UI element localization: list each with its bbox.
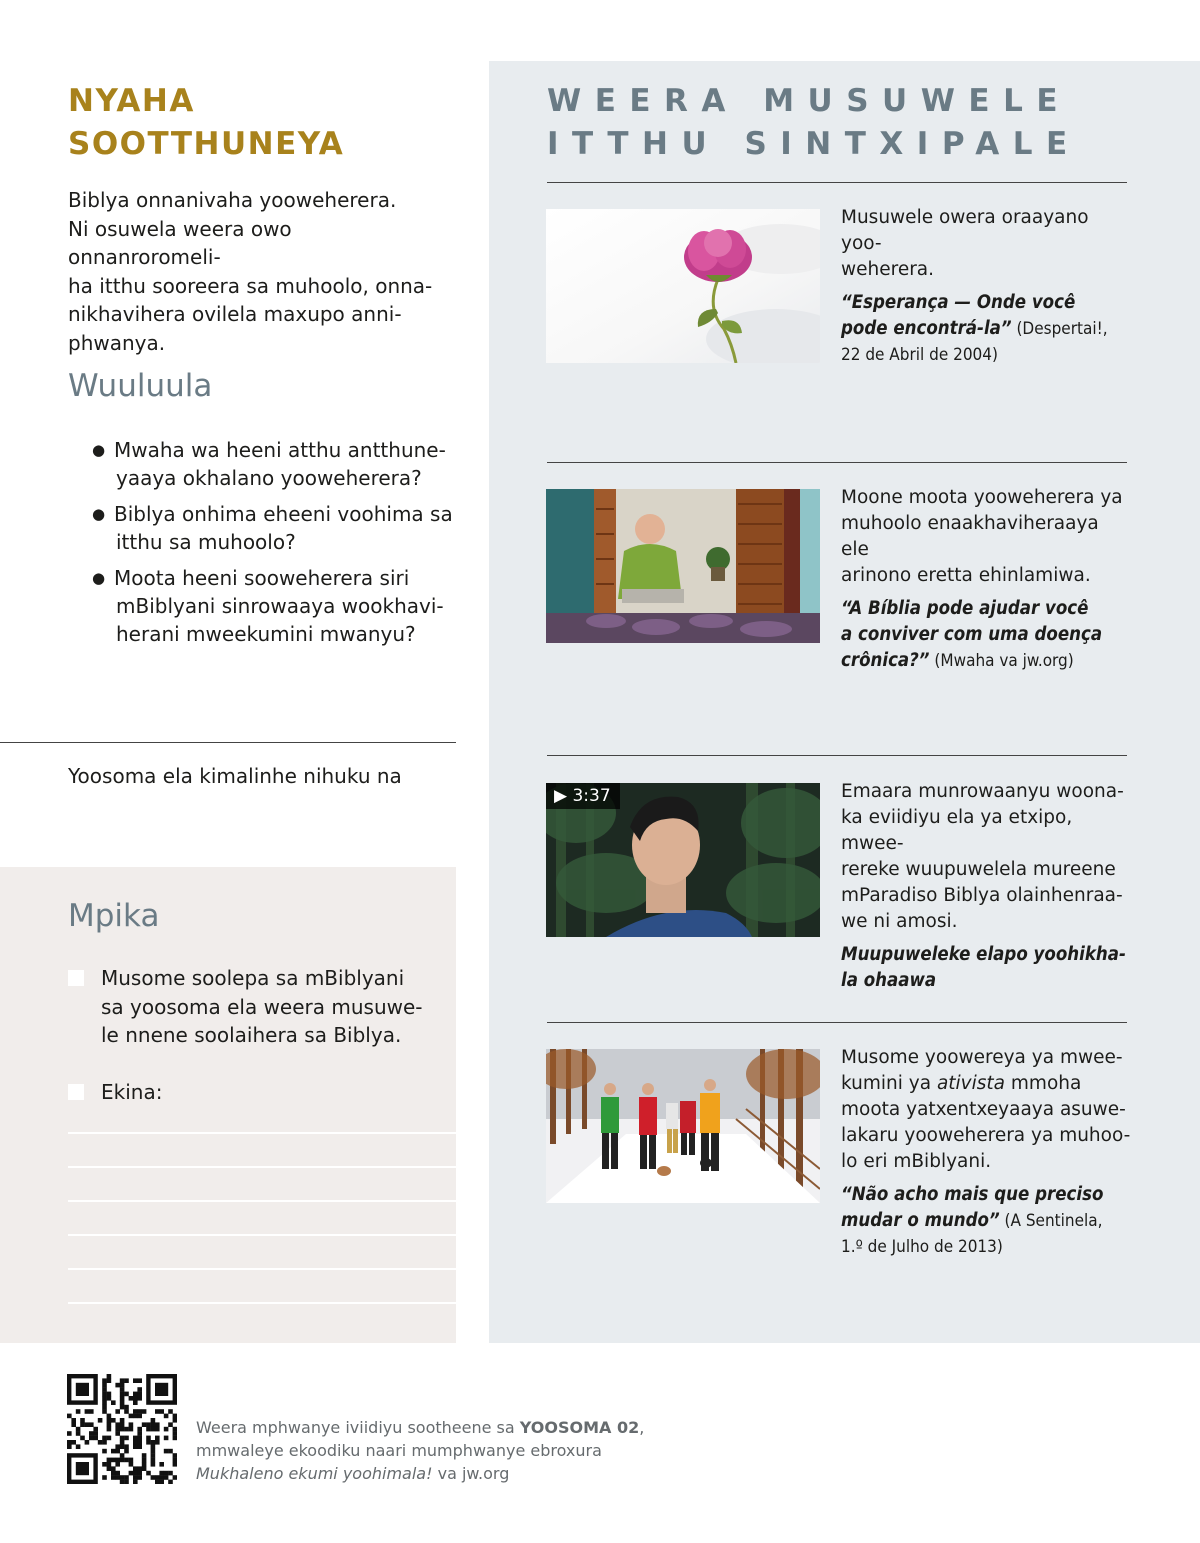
footer-note: Weera mphwanye iviidiyu sootheene sa YOOSOMA 02, mmwaleye ekoodiku naari mumphwanye ebroxura Mukhaleno ekumi yoohimala! va jw.org bbox=[196, 1418, 645, 1483]
divider bbox=[0, 742, 456, 743]
summary-body: Biblya onnanivaha yooweherera. Ni osuwela weera owo onnanroromeli- ha itthu sooreera sa muhoolo, onna- nikhavihera ovilela maxupo anni- phwanya. bbox=[68, 188, 433, 355]
resource-1 bbox=[841, 205, 1131, 368]
reference-title[interactable]: a conviver com uma doença bbox=[841, 624, 1103, 645]
resource-reference[interactable] bbox=[841, 596, 1131, 674]
resource-reference[interactable] bbox=[841, 1182, 1131, 1260]
reference-source: (Despertai!, bbox=[1011, 319, 1108, 339]
bullet-icon: ● bbox=[92, 505, 106, 523]
goal-checkbox[interactable] bbox=[68, 970, 84, 986]
write-in-lines[interactable] bbox=[68, 1132, 456, 1336]
goal-item-other[interactable] bbox=[68, 1078, 438, 1108]
reference-title[interactable]: “A Bíblia pode ajudar você bbox=[841, 598, 1089, 619]
qr-code-icon bbox=[67, 1374, 177, 1484]
man-window-image bbox=[546, 489, 820, 643]
reference-title[interactable]: “Esperança — Onde você bbox=[841, 292, 1076, 313]
bullet-icon: ● bbox=[92, 441, 106, 459]
family-snow-image bbox=[546, 1049, 820, 1203]
review-heading: Wuuluula bbox=[68, 368, 213, 404]
brochure-title: Mukhaleno ekumi yoohimala! bbox=[196, 1464, 433, 1483]
reference-source: 22 de Abril de 2004) bbox=[841, 345, 998, 365]
summary-title: NYAHA SOOTTHUNEYA bbox=[68, 83, 345, 162]
reference-title[interactable]: “Não acho mais que preciso bbox=[841, 1184, 1104, 1205]
flower-image bbox=[546, 209, 820, 363]
reference-source: 1.º de Julho de 2013) bbox=[841, 1237, 1003, 1257]
video-duration: 3:37 bbox=[572, 786, 611, 806]
reference-title[interactable]: pode encontrá-la” bbox=[841, 318, 1012, 339]
video-thumbnail[interactable] bbox=[546, 783, 820, 937]
goal-checkbox[interactable] bbox=[68, 1084, 84, 1100]
bullet-icon: ● bbox=[92, 569, 106, 587]
studied-date-line: Yoosoma ela kimalinhe nihuku na bbox=[68, 764, 402, 788]
goal-text: Musome soolepa sa mBiblyani sa yoosoma ela weera musuwe- le nnene soolaihera sa Biblya. bbox=[101, 966, 423, 1047]
resource-reference[interactable] bbox=[841, 942, 1131, 994]
resource-description: Moone moota yooweherera ya muhoolo enaakhaviheraaya ele arinono eretta ehinlamiwa. bbox=[841, 487, 1123, 586]
thumbnail-family-snow[interactable] bbox=[546, 1049, 820, 1203]
video-duration-badge[interactable] bbox=[546, 783, 620, 809]
divider bbox=[547, 462, 1127, 463]
resource-reference[interactable] bbox=[841, 290, 1131, 368]
resource-description: Musuwele owera oraayano yoo- weherera. bbox=[841, 207, 1089, 280]
thumbnail-man-window[interactable] bbox=[546, 489, 820, 643]
goal-item[interactable] bbox=[68, 964, 438, 1054]
reference-title[interactable]: crônica?” bbox=[841, 650, 930, 671]
review-questions bbox=[92, 436, 462, 656]
divider bbox=[547, 182, 1127, 183]
write-line bbox=[68, 1268, 456, 1270]
resource-description: Emaara munrowaanyu woona- ka eviidiyu ela ya etxipo, mwee- rereke wuupuwelela mureene mParadiso Biblya olainhenraa- we ni amosi. bbox=[841, 781, 1124, 932]
explore-title: WEERA MUSUWELE ITTHU SINTXIPALE bbox=[547, 83, 1081, 162]
divider bbox=[547, 755, 1127, 756]
qr-code[interactable] bbox=[67, 1374, 177, 1484]
reference-title[interactable]: la ohaawa bbox=[841, 970, 937, 991]
reference-title[interactable]: Muupuweleke elapo yoohikha- bbox=[841, 944, 1126, 965]
resource-description: Musome yoowereya ya mwee- kumini ya ativista mmoha moota yatxentxeyaaya asuwe- lakaru yooweherera ya muhoo- lo eri mBiblyani. bbox=[841, 1047, 1131, 1172]
review-question: ● Biblya onhima eheeni voohima sa itthu sa muhoolo? bbox=[92, 502, 453, 554]
thumbnail-flower[interactable] bbox=[546, 209, 820, 363]
resource-2 bbox=[841, 485, 1131, 674]
play-icon: ▶ bbox=[554, 786, 568, 806]
resource-3 bbox=[841, 779, 1131, 994]
resource-4 bbox=[841, 1045, 1131, 1260]
divider bbox=[547, 1022, 1127, 1023]
reference-title[interactable]: mudar o mundo” bbox=[841, 1210, 1000, 1231]
goal-other-label: Ekina: bbox=[101, 1080, 163, 1104]
goals-heading: Mpika bbox=[68, 898, 160, 934]
write-line bbox=[68, 1200, 456, 1202]
write-line bbox=[68, 1166, 456, 1168]
review-question: ● Moota heeni sooweherera siri mBiblyani sinrowaaya wookhavi- herani mweekumini mwanyu? bbox=[92, 566, 444, 646]
write-line bbox=[68, 1234, 456, 1236]
reference-source: (Mwaha va jw.org) bbox=[929, 651, 1074, 671]
reference-source: (A Sentinela, bbox=[999, 1211, 1103, 1231]
write-line bbox=[68, 1132, 456, 1134]
write-line bbox=[68, 1302, 456, 1304]
review-question: ● Mwaha wa heeni atthu antthune- yaaya okhalano yooweherera? bbox=[92, 438, 446, 490]
